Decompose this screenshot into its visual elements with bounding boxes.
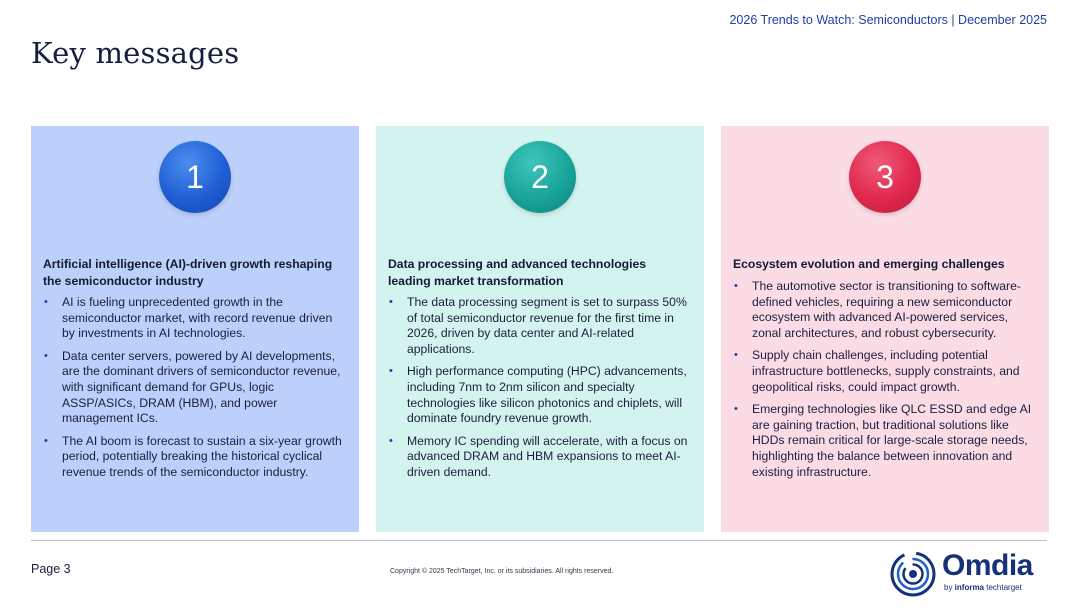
list-item: • The data processing segment is set to surpass 50% of total semiconductor revenue for the first time in 2026, driven by data center and AI-related applications. bbox=[389, 295, 687, 356]
report-header-title: 2026 Trends to Watch: Semiconductors | December 2025 bbox=[729, 13, 1047, 27]
list-item: • The AI boom is forecast to sustain a six-year growth period, potentially breaking the historical cyclical revenue trends of the semiconductor industry. bbox=[44, 433, 342, 479]
bullet-icon: • bbox=[44, 434, 48, 447]
footer-divider bbox=[31, 540, 1047, 541]
page-number: Page 3 bbox=[31, 562, 71, 576]
logo-subtitle: by informa techtarget bbox=[944, 583, 1022, 592]
omdia-logo-mark-icon bbox=[890, 551, 936, 597]
bullet-icon: • bbox=[44, 296, 48, 308]
logo-wordmark: Omdia bbox=[942, 549, 1033, 582]
bullet-icon: • bbox=[44, 349, 48, 362]
key-message-card-3 bbox=[721, 126, 1049, 532]
list-item: • Emerging technologies like QLC ESSD and edge AI are gaining traction, but traditional solutions like HDDs remain critical for large-scale storage needs, highlighting the balance between innovation and existing infrastructure. bbox=[734, 402, 1032, 479]
number-badge-2: 2 bbox=[504, 141, 576, 213]
bullet-icon: • bbox=[734, 349, 738, 362]
list-item: • High performance computing (HPC) advancements, including 7nm to 2nm silicon and specialty technologies like silicon photonics and chiplets, will dominate foundry revenue growth. bbox=[389, 364, 687, 426]
key-message-card-1 bbox=[31, 126, 359, 532]
copyright-notice: Copyright © 2025 TechTarget, Inc. or its subsidiaries. All rights reserved. bbox=[390, 568, 614, 575]
bullet-icon: • bbox=[389, 296, 393, 308]
bullet-icon: • bbox=[389, 434, 393, 447]
bullet-list-1 bbox=[43, 295, 347, 488]
bullet-list-2 bbox=[388, 295, 692, 488]
omdia-logo bbox=[890, 549, 1050, 599]
bullet-icon: • bbox=[734, 403, 738, 416]
bullet-list-3 bbox=[733, 279, 1037, 487]
list-item: • The automotive sector is transitioning to software-defined vehicles, requiring a new semiconductor ecosystem with advanced AI-powered services, zonal architectures, and robust cybersecurity. bbox=[734, 279, 1021, 340]
list-item: • AI is fueling unprecedented growth in the semiconductor market, with record revenue driven by investments in AI technologies. bbox=[44, 295, 333, 341]
list-item: • Data center servers, powered by AI developments, are the dominant drivers of semiconductor revenue, with significant demand for GPUs, logic ASSP/ASICs, DRAM (HBM), and power management ICs. bbox=[44, 348, 341, 426]
card-heading-2: Data processing and advanced technologies leading market transformation bbox=[388, 257, 647, 288]
number-badge-3: 3 bbox=[849, 141, 921, 213]
bullet-icon: • bbox=[734, 280, 738, 292]
list-item: • Supply chain challenges, including potential infrastructure bottlenecks, supply constraints, and geopolitical risks, could impact growth. bbox=[734, 348, 1020, 394]
key-message-card-2 bbox=[376, 126, 704, 532]
card-heading-1: Artificial intelligence (AI)-driven growth reshaping the semiconductor industry bbox=[43, 257, 333, 288]
card-heading-3: Ecosystem evolution and emerging challenges bbox=[733, 257, 1005, 271]
number-badge-1: 1 bbox=[159, 141, 231, 213]
list-item: • Memory IC spending will accelerate, with a focus on advanced DRAM and HBM expansions to meet AI-driven demand. bbox=[389, 433, 688, 479]
bullet-icon: • bbox=[389, 365, 393, 378]
page-title: Key messages bbox=[31, 36, 240, 70]
